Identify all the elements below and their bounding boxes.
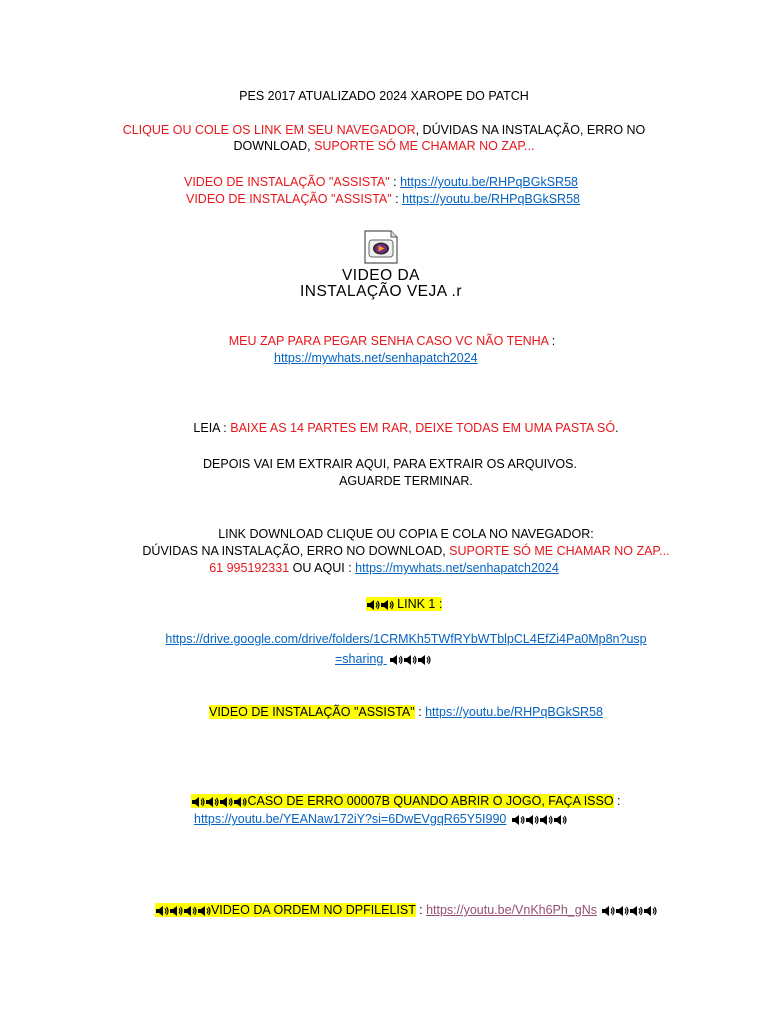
speaker-icon xyxy=(601,905,615,917)
video-label: VIDEO DE INSTALAÇÃO "ASSISTA" xyxy=(186,192,392,206)
drive-url-line-1 xyxy=(22,631,768,647)
speaker-icon xyxy=(403,654,417,666)
intro-line-2 xyxy=(0,138,768,154)
speaker-icon xyxy=(191,796,205,808)
zap-link[interactable]: https://mywhats.net/senhapatch2024 xyxy=(355,561,559,575)
or-here-text: OU AQUI : xyxy=(289,561,356,575)
video-file-icon[interactable] xyxy=(363,229,399,265)
speaker-icon xyxy=(389,654,403,666)
separator: : xyxy=(414,705,426,719)
video-highlight-line xyxy=(22,704,768,720)
speaker-icon xyxy=(380,599,394,611)
video-line-1 xyxy=(0,174,765,190)
speaker-icon xyxy=(183,905,197,917)
intro-red-text: CLIQUE OU COLE OS LINK EM SEU NAVEGADOR xyxy=(122,123,416,137)
video-caption-line-1: VIDEO DA xyxy=(341,267,421,284)
embedded-video-object[interactable] xyxy=(0,229,765,300)
link1-label-line xyxy=(20,596,768,612)
leia-red-text: BAIXE AS 14 PARTES EM RAR, DEIXE TODAS EM UMA PASTA SÓ xyxy=(230,421,616,435)
leia-line xyxy=(22,420,768,436)
link1-highlight xyxy=(366,597,443,611)
download-line-1: LINK DOWNLOAD CLIQUE OU COPIA E COLA NO NAVEGADOR: xyxy=(218,527,594,541)
leia-prefix: LEIA : xyxy=(193,421,231,435)
speaker-icon xyxy=(643,905,657,917)
error-highlight xyxy=(191,794,613,808)
speaker-icon xyxy=(615,905,629,917)
separator: : xyxy=(415,903,427,917)
intro-line-1 xyxy=(0,122,768,138)
dpfilelist-label: VIDEO DA ORDEM NO DPFILELIST xyxy=(210,903,416,917)
error-line xyxy=(22,793,768,809)
video-link[interactable]: https://youtu.be/RHPqBGkSR58 xyxy=(400,175,578,189)
zap-label: MEU ZAP PARA PEGAR SENHA CASO VC NÃO TENHA xyxy=(228,334,549,348)
video-caption-line-2: INSTALAÇÃO VEJA .r xyxy=(299,283,463,300)
separator: : xyxy=(389,175,401,189)
speaker-icon xyxy=(417,654,431,666)
speaker-icon xyxy=(539,814,553,826)
dpfilelist-link[interactable]: https://youtu.be/VnKh6Ph_gNs xyxy=(426,903,598,917)
error-video-link[interactable]: https://youtu.be/YEANaw172iY?si=6DwEVgqR65Y5I990 xyxy=(194,812,507,826)
drive-url-line-2 xyxy=(0,651,768,667)
separator: : xyxy=(613,794,621,808)
intro-support-text: SUPORTE SÓ ME CHAMAR NO ZAP... xyxy=(314,139,535,153)
speaker-icon xyxy=(511,814,525,826)
download-question-text: DÚVIDAS NA INSTALAÇÃO, ERRO NO DOWNLOAD, xyxy=(142,544,450,558)
extract-line-2: AGUARDE TERMINAR. xyxy=(339,474,473,488)
speaker-icon xyxy=(629,905,643,917)
speaker-icon xyxy=(233,796,247,808)
phone-number: 61 995192331 xyxy=(209,561,290,575)
download-support-text: SUPORTE SÓ ME CHAMAR NO ZAP... xyxy=(449,544,670,558)
error-url-line xyxy=(0,811,768,827)
zap-line xyxy=(8,333,768,349)
speaker-icon xyxy=(197,905,211,917)
dpfilelist-highlight xyxy=(155,903,416,917)
download-line-3 xyxy=(0,560,768,576)
download-line-2 xyxy=(22,543,768,559)
speaker-icon xyxy=(219,796,233,808)
dpfilelist-line xyxy=(22,902,768,918)
zap-url-line xyxy=(0,350,768,366)
video-line-2 xyxy=(0,191,767,207)
speaker-icon xyxy=(366,599,380,611)
extract-line-1: DEPOIS VAI EM EXTRAIR AQUI, PARA EXTRAIR OS ARQUIVOS. xyxy=(203,457,577,471)
intro-download-text: DOWNLOAD, xyxy=(233,139,315,153)
video-label: VIDEO DE INSTALAÇÃO "ASSISTA" xyxy=(184,175,390,189)
speaker-icon xyxy=(205,796,219,808)
zap-link[interactable]: https://mywhats.net/senhapatch2024 xyxy=(274,351,478,365)
leia-suffix: . xyxy=(615,421,619,435)
link1-label: LINK 1 : xyxy=(393,597,443,611)
speaker-icon xyxy=(155,905,169,917)
drive-link-continued[interactable]: =sharing xyxy=(335,652,387,666)
speaker-icon xyxy=(525,814,539,826)
drive-link[interactable]: https://drive.google.com/drive/folders/1CRMKh5TWfRYbWTblpCL4EfZi4Pa0Mp8n?usp xyxy=(165,632,647,646)
separator: : xyxy=(548,334,556,348)
document-title: PES 2017 ATUALIZADO 2024 XAROPE DO PATCH xyxy=(239,89,529,103)
video-link[interactable]: https://youtu.be/RHPqBGkSR58 xyxy=(425,705,603,719)
speaker-icon xyxy=(553,814,567,826)
intro-black-text: , DÚVIDAS NA INSTALAÇÃO, ERRO NO xyxy=(415,123,646,137)
separator: : xyxy=(391,192,403,206)
error-label: CASO DE ERRO 00007B QUANDO ABRIR O JOGO, FAÇA ISSO xyxy=(247,794,614,808)
video-highlight-label: VIDEO DE INSTALAÇÃO "ASSISTA" xyxy=(209,705,415,719)
video-link[interactable]: https://youtu.be/RHPqBGkSR58 xyxy=(402,192,580,206)
speaker-icon xyxy=(169,905,183,917)
